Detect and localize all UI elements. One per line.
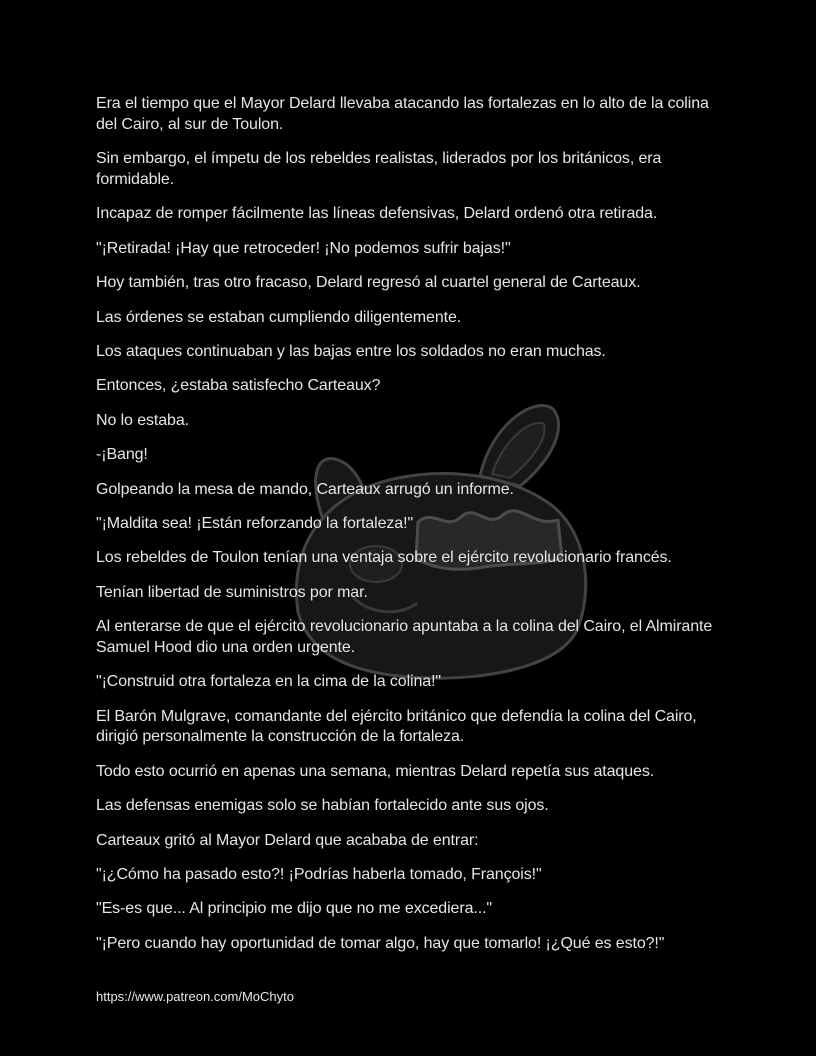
paragraph: Entonces, ¿estaba satisfecho Carteaux? [96, 377, 381, 395]
paragraph: -¡Bang! [96, 446, 148, 464]
paragraph: Hoy también, tras otro fracaso, Delard regresó al cuartel general de Carteaux. [96, 274, 641, 292]
paragraph: Los ataques continuaban y las bajas entre los soldados no eran muchas. [96, 342, 606, 360]
paragraph: "¡Pero cuando hay oportunidad de tomar algo, hay que tomarlo! ¡¿Qué es esto?!" [96, 934, 665, 952]
paragraph: Golpeando la mesa de mando, Carteaux arrugó un informe. [96, 480, 514, 498]
patreon-link[interactable]: https://www.patreon.com/MoChyto [96, 989, 294, 1004]
paragraph: Carteaux gritó al Mayor Delard que acababa de entrar: [96, 831, 479, 849]
paragraph: Incapaz de romper fácilmente las líneas defensivas, Delard ordenó otra retirada. [96, 205, 658, 223]
document-body [96, 94, 728, 968]
paragraph: Era el tiempo que el Mayor Delard llevaba atacando las fortalezas en lo alto de la colina del Cairo, al sur de Toulon. [96, 95, 709, 133]
paragraph: "¡Construid otra fortaleza en la cima de la colina!" [96, 673, 441, 691]
paragraph: "¡Retirada! ¡Hay que retroceder! ¡No podemos sufrir bajas!" [96, 239, 511, 257]
paragraph: "Es-es que... Al principio me dijo que no me excediera..." [96, 900, 492, 918]
paragraph: Las defensas enemigas solo se habían fortalecido ante sus ojos. [96, 797, 549, 815]
paragraph: Las órdenes se estaban cumpliendo diligentemente. [96, 308, 462, 326]
paragraph: Sin embargo, el ímpetu de los rebeldes realistas, liderados por los británicos, era formidable. [96, 150, 662, 188]
paragraph: No lo estaba. [96, 411, 189, 429]
paragraph: Los rebeldes de Toulon tenían una ventaja sobre el ejército revolucionario francés. [96, 549, 672, 567]
paragraph: "¡Maldita sea! ¡Están reforzando la fortaleza!" [96, 514, 414, 532]
paragraph: Tenían libertad de suministros por mar. [96, 583, 368, 601]
paragraph: Todo esto ocurrió en apenas una semana, mientras Delard repetía sus ataques. [96, 762, 655, 780]
paragraph: El Barón Mulgrave, comandante del ejército británico que defendía la colina del Cairo, dirigió personalmente la construcción de la fortaleza. [96, 707, 697, 746]
paragraph: "¡¿Cómo ha pasado esto?! ¡Podrías haberla tomado, François!" [96, 866, 542, 883]
paragraph: Al enterarse de que el ejército revolucionario apuntaba a la colina del Cairo, el Almirante Samuel Hood dio una orden urgente. [96, 618, 713, 656]
